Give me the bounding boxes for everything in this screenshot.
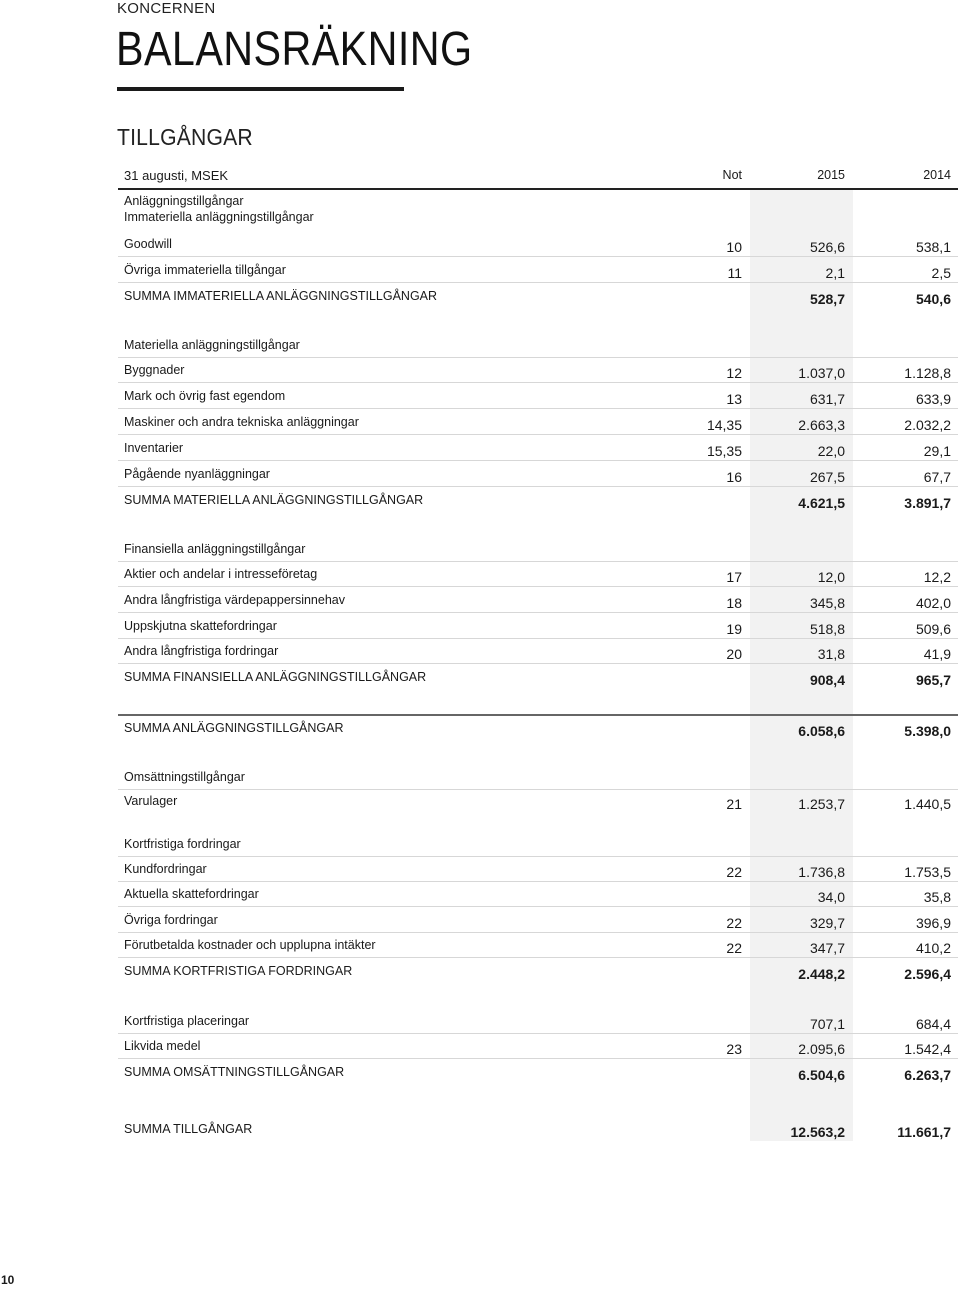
row-note: 23 bbox=[726, 1041, 742, 1057]
table-row bbox=[118, 789, 958, 813]
row-label: Kortfristiga placeringar bbox=[124, 1014, 250, 1028]
row-value-2015: 2,1 bbox=[825, 265, 845, 281]
row-label: Varulager bbox=[124, 794, 178, 808]
row-value-2015: 12.563,2 bbox=[790, 1124, 845, 1140]
row-value-2014: 1.440,5 bbox=[904, 796, 951, 812]
title-rule bbox=[117, 87, 404, 91]
row-value-2015: 22,0 bbox=[817, 443, 845, 459]
table-row bbox=[118, 436, 958, 461]
row-label: Andra långfristiga värdepappersinnehav bbox=[124, 593, 345, 607]
row-label: Kundfordringar bbox=[124, 862, 207, 876]
row-value-2015: 2.448,2 bbox=[798, 966, 845, 982]
row-value-2014: 540,6 bbox=[915, 291, 951, 307]
row-value-2015: 1.253,7 bbox=[798, 796, 845, 812]
header-2014: 2014 bbox=[923, 168, 951, 182]
row-label: SUMMA IMMATERIELLA ANLÄGGNINGSTILLGÅNGAR bbox=[124, 289, 438, 303]
table-row bbox=[118, 232, 958, 257]
row-note: 22 bbox=[726, 864, 742, 880]
table-row bbox=[118, 714, 958, 744]
row-value-2015: 347,7 bbox=[809, 940, 845, 956]
row-label: Kortfristiga fordringar bbox=[124, 837, 241, 851]
row-label: SUMMA TILLGÅNGAR bbox=[124, 1122, 253, 1136]
row-label: Anläggningstillgångar Immateriella anläggningstillgångar bbox=[124, 194, 314, 224]
row-value-2015: 631,7 bbox=[809, 391, 845, 407]
row-label: Förutbetalda kostnader och upplupna intäkter bbox=[124, 938, 376, 952]
row-label: Mark och övrig fast egendom bbox=[124, 389, 286, 403]
row-value-2014: 1.542,4 bbox=[904, 1041, 951, 1057]
row-value-2014: 1.128,8 bbox=[904, 365, 951, 381]
row-value-2014: 12,2 bbox=[923, 569, 951, 585]
table-row bbox=[118, 857, 958, 882]
row-label: Omsättningstillgångar bbox=[124, 770, 245, 784]
table-row bbox=[118, 384, 958, 409]
table-row bbox=[118, 933, 958, 958]
table-row bbox=[118, 908, 958, 933]
row-value-2014: 2,5 bbox=[931, 265, 951, 281]
row-label: Maskiner och andra tekniska anläggningar bbox=[124, 415, 359, 429]
row-value-2014: 6.263,7 bbox=[904, 1067, 951, 1083]
row-value-2014: 684,4 bbox=[915, 1016, 951, 1032]
table-row bbox=[118, 588, 958, 613]
row-label: Goodwill bbox=[124, 237, 172, 251]
row-value-2015: 526,6 bbox=[809, 239, 845, 255]
row-label: Inventarier bbox=[124, 441, 184, 455]
table-row bbox=[118, 832, 958, 857]
table-row bbox=[118, 190, 958, 232]
table-row bbox=[118, 333, 958, 358]
row-note: 20 bbox=[726, 646, 742, 662]
row-value-2014: 965,7 bbox=[915, 672, 951, 688]
row-label: SUMMA OMSÄTTNINGSTILLGÅNGAR bbox=[124, 1065, 345, 1079]
table-row bbox=[118, 410, 958, 435]
table-row bbox=[118, 639, 958, 664]
table-row bbox=[118, 614, 958, 639]
header-2015: 2015 bbox=[817, 168, 845, 182]
row-value-2015: 6.504,6 bbox=[798, 1067, 845, 1083]
row-label: Finansiella anläggningstillgångar bbox=[124, 542, 306, 556]
row-note: 18 bbox=[726, 595, 742, 611]
row-note: 22 bbox=[726, 915, 742, 931]
row-note: 16 bbox=[726, 469, 742, 485]
row-note: 10 bbox=[726, 239, 742, 255]
table-row bbox=[118, 1009, 958, 1034]
row-value-2015: 707,1 bbox=[809, 1016, 845, 1032]
table-row bbox=[118, 358, 958, 383]
row-label: Aktuella skattefordringar bbox=[124, 887, 259, 901]
row-value-2014: 67,7 bbox=[923, 469, 951, 485]
row-value-2015: 1.736,8 bbox=[798, 864, 845, 880]
table-row bbox=[118, 562, 958, 587]
row-value-2015: 2.663,3 bbox=[798, 417, 845, 433]
row-note: 14,35 bbox=[706, 417, 742, 433]
row-value-2014: 402,0 bbox=[915, 595, 951, 611]
row-label: SUMMA KORTFRISTIGA FORDRINGAR bbox=[124, 964, 353, 978]
page-kicker: KONCERNEN bbox=[117, 0, 216, 17]
row-value-2014: 3.891,7 bbox=[904, 495, 951, 511]
header-not: Not bbox=[722, 168, 742, 182]
row-label: SUMMA ANLÄGGNINGSTILLGÅNGAR bbox=[124, 721, 344, 735]
table-row bbox=[118, 765, 958, 790]
row-value-2014: 5.398,0 bbox=[904, 723, 951, 739]
row-value-2014: 2.596,4 bbox=[904, 966, 951, 982]
row-label: Andra långfristiga fordringar bbox=[124, 644, 279, 658]
row-value-2015: 34,0 bbox=[817, 889, 845, 905]
row-note: 17 bbox=[726, 569, 742, 585]
row-value-2014: 11.661,7 bbox=[897, 1124, 951, 1140]
row-label: SUMMA MATERIELLA ANLÄGGNINGSTILLGÅNGAR bbox=[124, 493, 424, 507]
table-row bbox=[118, 258, 958, 283]
row-value-2015: 1.037,0 bbox=[798, 365, 845, 381]
row-label: Pågående nyanläggningar bbox=[124, 467, 270, 481]
row-note: 15,35 bbox=[706, 443, 742, 459]
table-row bbox=[118, 284, 958, 308]
row-value-2015: 267,5 bbox=[809, 469, 845, 485]
row-label: Uppskjutna skattefordringar bbox=[124, 619, 277, 633]
row-value-2015: 528,7 bbox=[809, 291, 845, 307]
table-row bbox=[118, 1117, 958, 1145]
table-row bbox=[118, 488, 958, 512]
row-note: 13 bbox=[726, 391, 742, 407]
row-label: Likvida medel bbox=[124, 1039, 201, 1053]
row-note: 11 bbox=[727, 265, 742, 281]
row-label: SUMMA FINANSIELLA ANLÄGGNINGSTILLGÅNGAR bbox=[124, 670, 427, 684]
row-value-2015: 31,8 bbox=[817, 646, 845, 662]
table-header bbox=[118, 160, 958, 190]
row-value-2014: 410,2 bbox=[915, 940, 951, 956]
section-subtitle: TILLGÅNGAR bbox=[117, 124, 253, 150]
table-row bbox=[118, 665, 958, 689]
row-label: Materiella anläggningstillgångar bbox=[124, 338, 300, 352]
row-note: 21 bbox=[726, 796, 742, 812]
row-value-2014: 509,6 bbox=[915, 621, 951, 637]
table-row bbox=[118, 882, 958, 907]
row-value-2015: 6.058,6 bbox=[798, 723, 845, 739]
row-note: 19 bbox=[726, 621, 742, 637]
row-value-2015: 908,4 bbox=[809, 672, 845, 688]
row-value-2015: 329,7 bbox=[809, 915, 845, 931]
row-value-2015: 345,8 bbox=[809, 595, 845, 611]
table-row bbox=[118, 1034, 958, 1059]
header-label: 31 augusti, MSEK bbox=[124, 168, 229, 183]
row-note: 12 bbox=[726, 365, 742, 381]
row-value-2014: 41,9 bbox=[923, 646, 951, 662]
row-label: Övriga fordringar bbox=[124, 913, 218, 927]
row-value-2015: 518,8 bbox=[809, 621, 845, 637]
row-value-2014: 35,8 bbox=[923, 889, 951, 905]
row-value-2014: 633,9 bbox=[915, 391, 951, 407]
table-row bbox=[118, 1060, 958, 1084]
table-row bbox=[118, 462, 958, 487]
row-value-2014: 2.032,2 bbox=[904, 417, 951, 433]
table-row bbox=[118, 959, 958, 983]
row-label: Byggnader bbox=[124, 363, 185, 377]
row-value-2015: 12,0 bbox=[817, 569, 845, 585]
row-value-2014: 538,1 bbox=[915, 239, 951, 255]
row-label: Aktier och andelar i intresseföretag bbox=[124, 567, 318, 581]
row-value-2014: 1.753,5 bbox=[904, 864, 951, 880]
page-number: 10 bbox=[1, 1273, 15, 1287]
row-value-2015: 4.621,5 bbox=[798, 495, 845, 511]
table-row bbox=[118, 537, 958, 562]
row-note: 22 bbox=[726, 940, 742, 956]
page-title: BALANSRÄKNING bbox=[116, 23, 473, 76]
row-label: Övriga immateriella tillgångar bbox=[124, 263, 286, 277]
row-value-2014: 29,1 bbox=[923, 443, 951, 459]
row-value-2015: 2.095,6 bbox=[798, 1041, 845, 1057]
row-value-2014: 396,9 bbox=[915, 915, 951, 931]
